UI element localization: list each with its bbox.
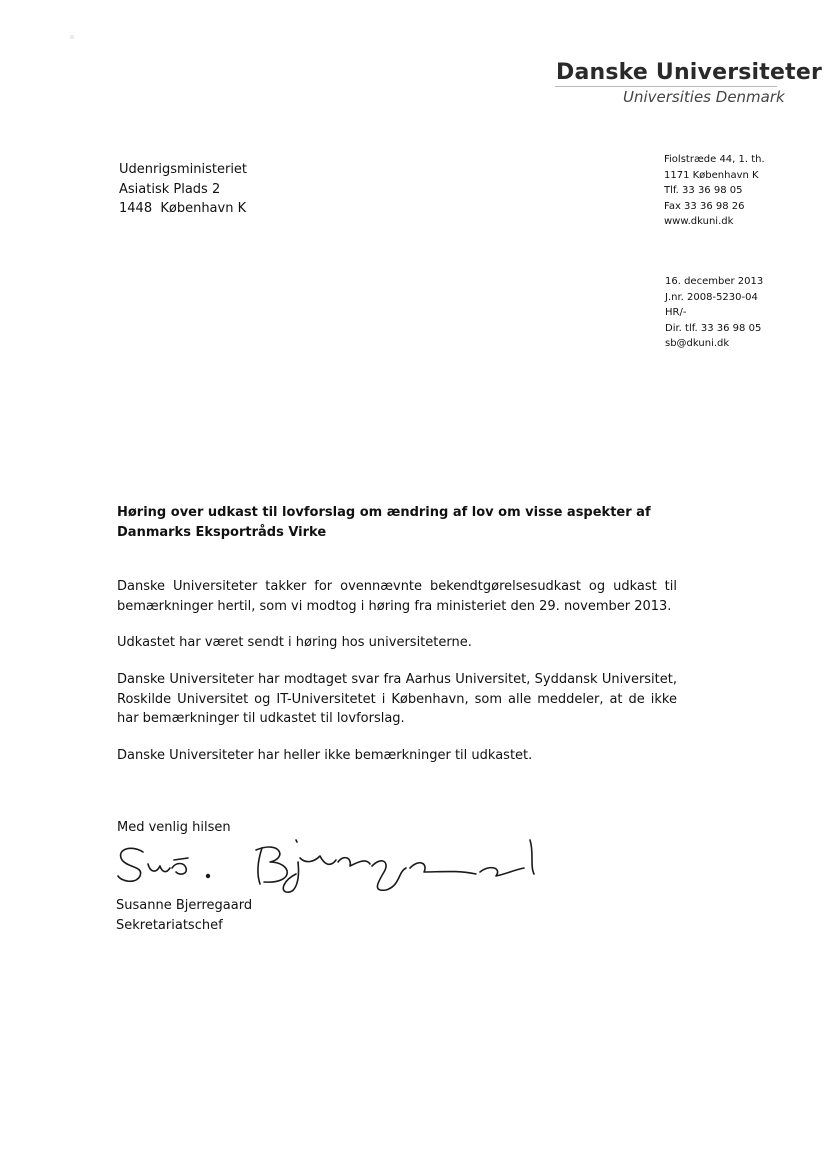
letterhead-name: Danske Universiteter <box>556 60 823 85</box>
recipient-address <box>119 160 247 219</box>
signatory-name: Susanne Bjerregaard <box>116 898 253 913</box>
recipient-line: Asiatisk Plads 2 <box>119 181 221 197</box>
body-paragraph: Danske Universiteter takker for ovennævnte bekendtgørelsesudkast og udkast til bemærkninger hertil, som vi modtog i høring fra ministeriet den 29. november 2013. <box>117 579 677 614</box>
recipient-line: 1448 København K <box>119 201 247 216</box>
sender-line: Fiolstræde 44, 1. th. <box>664 154 765 165</box>
body-paragraph: Danske Universiteter har modtaget svar fra Aarhus Universitet, Syddansk Universitet, Roskilde Universitet og IT-Universitetet i København, som alle meddeler, at de ikke har bemærkninger til udkastet til lovforslag. <box>117 672 677 726</box>
letterhead-rule <box>555 86 777 87</box>
recipient-line: Udenrigsministeriet <box>119 162 248 177</box>
initials: HR/- <box>665 307 687 318</box>
letter-subject: Høring over udkast til lovforslag om ændring af lov om visse aspekter af Danmarks Eksportråds Virke <box>117 505 651 540</box>
journal-number: J.nr. 2008-5230-04 <box>665 291 758 303</box>
contact-email: sb@dkuni.dk <box>665 338 730 349</box>
direct-phone: Dir. tlf. 33 36 98 05 <box>665 322 762 334</box>
sender-address <box>664 152 765 230</box>
scan-speck <box>70 35 74 39</box>
signatory-block <box>116 896 252 935</box>
letterhead-subtitle: Universities Denmark <box>623 88 785 106</box>
sender-line: Tlf. 33 36 98 05 <box>664 185 743 196</box>
letter-meta <box>665 274 763 352</box>
body-paragraph: Danske Universiteter har heller ikke bemærkninger til udkastet. <box>117 748 533 763</box>
letter-date: 16. december 2013 <box>665 276 764 287</box>
closing-salutation: Med venlig hilsen <box>117 820 231 835</box>
sender-line: 1171 København K <box>664 169 759 181</box>
sender-website: www.dkuni.dk <box>664 216 734 227</box>
signatory-title: Sekretariatschef <box>116 917 223 933</box>
body-paragraph: Udkastet har været sendt i høring hos universiteterne. <box>117 635 472 650</box>
sender-line: Fax 33 36 98 26 <box>664 200 745 212</box>
handwritten-signature <box>110 828 550 903</box>
